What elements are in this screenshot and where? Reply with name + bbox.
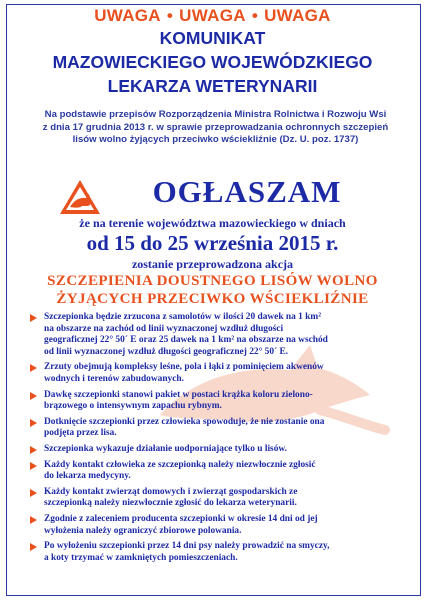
arrow-bullet-icon: [30, 446, 37, 454]
list-item: [24, 541, 404, 564]
arrow-bullet-icon: [30, 419, 37, 427]
legal-basis-line: Na podstawie przepisów Rozporządzenia Ministra Rolnictwa i Rozwoju Wsi: [44, 109, 387, 120]
list-item: [24, 460, 404, 483]
separator-dot: •: [251, 6, 259, 25]
arrow-bullet-icon: [30, 392, 37, 400]
alert-word: UWAGA: [179, 6, 246, 25]
list-item: [24, 312, 404, 358]
instructions-list: [24, 312, 404, 568]
list-item-line: brązowego o intensywnym zapachu rybnym.: [44, 401, 222, 412]
alert-word: UWAGA: [264, 6, 331, 25]
list-item: [24, 514, 404, 537]
list-item-line: wodnych i terenów zabudowanych.: [44, 373, 184, 384]
list-item: [24, 390, 404, 413]
list-item-line: Dotknięcie szczepionki przez człowieka spowoduje, że nie zostanie ona: [44, 416, 325, 427]
list-item-line: Szczepionka wykazuje działanie uodporniające tylko u lisów.: [44, 443, 287, 454]
list-item-line: wyłożenia należy ograniczyć zbiorowe polowania.: [44, 525, 242, 536]
alert-banner: [0, 6, 425, 26]
arrow-bullet-icon: [30, 516, 37, 524]
veterinary-logo-icon: [58, 178, 102, 216]
separator-dot: •: [166, 6, 174, 25]
legal-basis-line: z dnia 17 grudnia 2013 r. w sprawie przeprowadzania ochronnych szczepień: [42, 121, 389, 133]
list-item-line: na obszarze na zachód od linii wyznaczonej wzdłuż długości: [44, 323, 284, 334]
list-item-line: szczepionką należy niezwłocznie zgłosić do lekarza weterynarii.: [44, 498, 297, 509]
list-item-line: geograficznej 22° 50´ E oraz 25 dawek na 1 km² na obszarze na wschód: [44, 335, 328, 346]
title-line: MAZOWIECKIEGO WOJEWÓDZKIEGO: [52, 52, 373, 72]
list-item-line: podjęta przez lisa.: [44, 428, 117, 439]
arrow-bullet-icon: [30, 543, 37, 551]
arrow-bullet-icon: [30, 364, 37, 372]
list-item: [24, 444, 404, 456]
list-item-line: Zgodnie z zaleceniem producenta szczepionki w okresie 14 dni od jej: [44, 513, 318, 524]
list-item-line: od linii wyznaczonej wzdłuż długości geograficznej 22° 50´ E.: [44, 346, 289, 357]
list-item-line: Dawkę szczepionki stanowi pakiet w postaci krążka koloru zielono-: [44, 389, 313, 400]
legal-basis-line: lisów wolno żyjących przeciwko wściekliźnie (Dz. U. poz. 1737): [72, 134, 359, 145]
title-line: LEKARZA WETERYNARII: [107, 76, 318, 96]
list-item-line: do lekarza medycyny.: [44, 471, 131, 482]
list-item: [24, 362, 404, 385]
campaign-title-line: ŻYJĄCYCH PRZECIWKO WŚCIEKLIŹNIE: [56, 291, 369, 307]
legal-basis: [28, 109, 403, 147]
list-item-line: Po wyłożeniu szczepionki przez 14 dni psy należy prowadzić na smyczy,: [44, 541, 330, 552]
arrow-bullet-icon: [30, 489, 37, 497]
announcement-heading: OGŁASZAM: [152, 174, 342, 209]
list-item-line: Szczepionka będzie zrzucona z samolotów w ilości 20 dawek na 1 km²: [44, 312, 322, 322]
arrow-bullet-icon: [30, 462, 37, 470]
alert-word: UWAGA: [94, 6, 161, 25]
list-item-line: Każdy kontakt człowieka ze szczepionką należy niezwłocznie zgłosić: [44, 459, 316, 470]
list-item-line: a koty trzymać w zamkniętych pomieszczeniach.: [44, 552, 238, 563]
list-item: [24, 487, 404, 510]
territory-line: że na terenie województwa mazowieckiego w dniach: [79, 216, 346, 230]
campaign-dates: od 15 do 25 września 2015 r.: [86, 231, 339, 255]
list-item-line: Zrzuty obejmują kompleksy leśne, pola i łąki z pominięciem akwenów: [44, 362, 324, 373]
campaign-title-line: SZCZEPIENIA DOUSTNEGO LISÓW WOLNO: [47, 273, 378, 289]
list-item-line: Każdy kontakt zwierząt domowych i zwierząt gospodarskich ze: [44, 486, 298, 497]
title-line: KOMUNIKAT: [159, 28, 266, 48]
action-line: zostanie przeprowadzona akcja: [131, 257, 294, 271]
list-item: [24, 417, 404, 440]
arrow-bullet-icon: [30, 314, 37, 322]
